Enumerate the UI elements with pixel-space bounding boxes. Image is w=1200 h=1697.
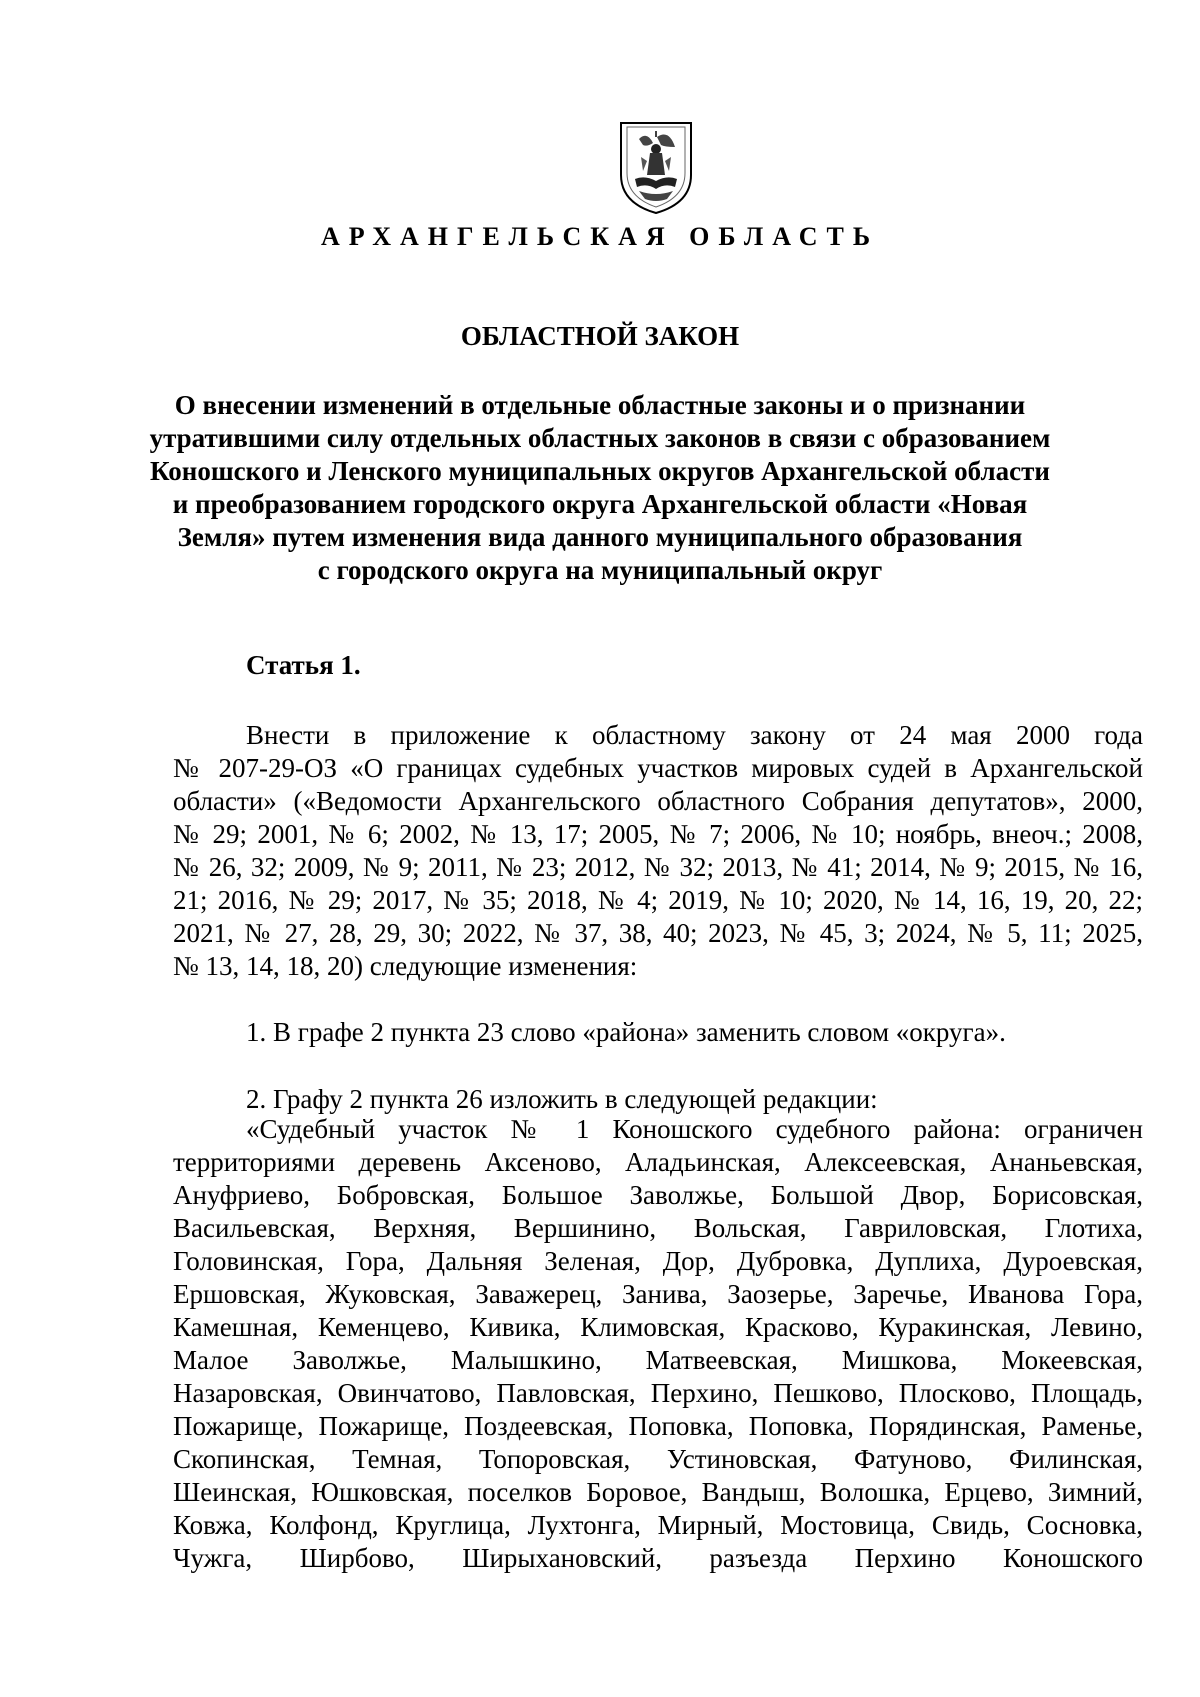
law-title-line: с городского округа на муниципальный округ [317, 555, 883, 585]
article-heading: Статья 1. [246, 650, 361, 680]
law-title-line: О внесении изменений в отдельные областные законы и о признании [174, 390, 1026, 420]
amendment-item-2: 2. Графу 2 пункта 26 изложить в следующей редакции: [246, 1084, 878, 1114]
document-type: ОБЛАСТНОЙ ЗАКОН [460, 321, 740, 351]
paragraph-line: области» («Ведомости Архангельского областного Собрания депутатов», 2000, [173, 786, 1143, 816]
paragraph-line: № 26, 32; 2009, № 9; 2011, № 23; 2012, № 32; 2013, № 41; 2014, № 9; 2015, № 16, [173, 852, 1143, 882]
paragraph-line: «Судебный участок № 1 Коношского судебного района: ограничен [246, 1114, 1143, 1144]
paragraph-line: № 29; 2001, № 6; 2002, № 13, 17; 2005, № 7; 2006, № 10; ноябрь, внеоч.; 2008, [173, 819, 1143, 849]
paragraph-line: Малое Заволжье, Малышкино, Матвеевская, Мишкова, Мокеевская, [173, 1345, 1143, 1375]
paragraph-line: № 13, 14, 18, 20) следующие изменения: [173, 951, 638, 981]
quoted-text-block [173, 1113, 1143, 1575]
region-name: АРХАНГЕЛЬСКАЯ ОБЛАСТЬ [320, 222, 880, 251]
paragraph-line: территориями деревень Аксеново, Аладьинская, Алексеевская, Ананьевская, [173, 1147, 1143, 1177]
law-title-line: и преобразованием городского округа Архангельской области «Новая [172, 489, 1028, 519]
paragraph-line: Ковжа, Колфонд, Круглица, Лухтонга, Мирный, Мостовица, Свидь, Сосновка, [173, 1510, 1143, 1540]
paragraph-line: 21; 2016, № 29; 2017, № 35; 2018, № 4; 2019, № 10; 2020, № 14, 16, 19, 20, 22; [173, 885, 1143, 915]
article-intro-paragraph [173, 719, 1143, 983]
paragraph-line: Назаровская, Овинчатово, Павловская, Перхино, Пешково, Плосково, Площадь, [173, 1378, 1143, 1408]
paragraph-line: Чужга, Ширбово, Ширыхановский, разъезда Перхино Коношского [173, 1543, 1143, 1573]
law-title-line: Земля» путем изменения вида данного муниципального образования [177, 522, 1023, 552]
paragraph-line: Васильевская, Верхняя, Вершинино, Вольская, Гавриловская, Глотиха, [173, 1213, 1143, 1243]
paragraph-line: Ершовская, Жуковская, Заважерец, Занива, Заозерье, Заречье, Иванова Гора, [173, 1279, 1143, 1309]
paragraph-line: Скопинская, Темная, Топоровская, Устиновская, Фатуново, Филинская, [173, 1444, 1143, 1474]
paragraph-line: Внести в приложение к областному закону от 24 мая 2000 года [246, 720, 1143, 750]
law-title [0, 389, 1200, 587]
amendment-item-1: 1. В графе 2 пункта 23 слово «района» заменить словом «округа». [246, 1017, 1006, 1047]
law-title-line: Коношского и Ленского муниципальных округов Архангельской области [150, 456, 1050, 486]
law-title-line: утратившими силу отдельных областных законов в связи с образованием [149, 423, 1051, 453]
paragraph-line: Пожарище, Пожарище, Поздеевская, Поповка, Поповка, Порядинская, Раменье, [173, 1411, 1143, 1441]
paragraph-line: 2021, № 27, 28, 29, 30; 2022, № 37, 38, 40; 2023, № 45, 3; 2024, № 5, 11; 2025, [173, 918, 1143, 948]
coat-of-arms-emblem [617, 117, 695, 217]
paragraph-line: Шеинская, Юшковская, поселков Боровое, Вандыш, Волошка, Ерцево, Зимний, [173, 1477, 1143, 1507]
paragraph-line: Головинская, Гора, Дальняя Зеленая, Дор, Дубровка, Дуплиха, Дуроевская, [173, 1246, 1143, 1276]
paragraph-line: № 207-29-ОЗ «О границах судебных участков мировых судей в Архангельской [173, 753, 1143, 783]
paragraph-line: Ануфриево, Бобровская, Большое Заволжье, Большой Двор, Борисовская, [173, 1180, 1143, 1210]
paragraph-line: Камешная, Кеменцево, Кивика, Климовская, Красково, Куракинская, Левино, [173, 1312, 1143, 1342]
